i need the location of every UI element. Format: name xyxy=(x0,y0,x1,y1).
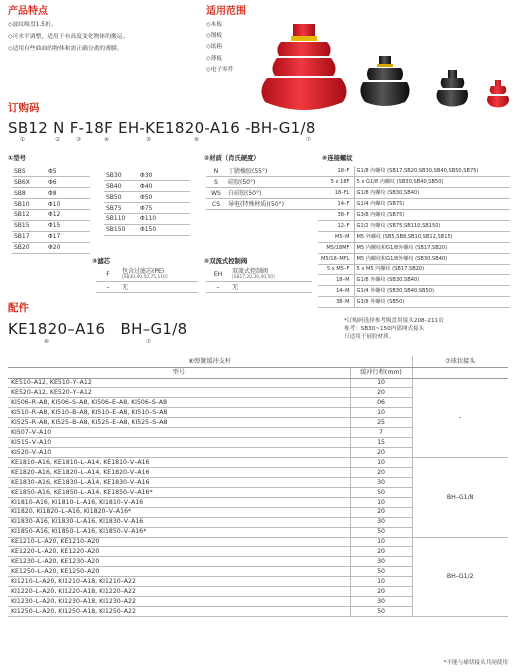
model-row: SB50 Φ50 xyxy=(104,192,190,203)
material-row: WS 白硅胶(50°) xyxy=(206,188,320,199)
valve-table xyxy=(206,268,312,293)
red-cup-small xyxy=(487,80,509,108)
thread-row: 38–M G3/8 外螺纹 (SB50) xyxy=(318,297,510,308)
material-table xyxy=(206,166,320,210)
model-table xyxy=(12,166,90,254)
ball-joint-cell: – xyxy=(412,378,508,458)
acc-head-main: ⑥弹簧缓冲支杆 xyxy=(8,356,412,367)
acc-sub-model: 型号 xyxy=(8,367,350,378)
footer-note: *不能与球状接头共同使用 xyxy=(443,660,508,666)
range-item: ◇纸箱 xyxy=(206,44,223,51)
accessory-code: KE1820–A16 BH–G1/8 xyxy=(8,320,188,338)
feature-item: ◇波纹吸盘1.5折。 xyxy=(8,22,57,28)
acc-head-side: ⑦球状接头 xyxy=(412,356,508,367)
order-code: SB12 N F-18F EH-KE1820-A16 -BH-G1/8 xyxy=(8,119,316,137)
filter-row: – 无 xyxy=(96,282,198,293)
order-marker: ③ xyxy=(76,137,81,143)
accessory-row: KI1230–L–A20, KI1230–A18, KI1230–A22 30 xyxy=(8,597,508,607)
order-marker: ⑥ xyxy=(194,137,199,143)
thread-row: 18–M G1/8 外螺纹 (SB30,SB40) xyxy=(318,275,510,286)
acc-sub-stroke: 缓冲行程(mm) xyxy=(350,367,412,378)
accessory-row: KI507–V–A10 7 xyxy=(8,428,508,438)
accessory-marker: ⑥ xyxy=(44,339,49,345)
thread-row: 38–F G3/8 内螺纹 (SB75) xyxy=(318,210,510,221)
material-row: CS 导电(特殊材质)(50°) xyxy=(206,199,320,210)
accessory-row: KE1830–A16, KE1830–L–A14, KE1830–V–A16 30 xyxy=(8,477,508,487)
black-cup-medium xyxy=(360,56,409,106)
model-row: SB40 Φ40 xyxy=(104,181,190,192)
valve-title: ⑤双流式控制阀 xyxy=(204,258,248,265)
product-image xyxy=(255,18,515,120)
accessory-row: KE1810–A16, KE1810–L–A14, KE1810–V–A16 10 BH–G1/8 xyxy=(8,458,508,468)
ball-joint-cell: BH–G1/2 xyxy=(412,537,508,617)
order-note: *订购码选择参考吸盘用接头208–211页 参考：SB30~150内部网式接头 只适用于硅胶材质。 xyxy=(344,318,444,340)
range-item: ◇木板 xyxy=(206,22,223,28)
material-row: S 硅胶(50°) xyxy=(206,177,320,188)
model-row: SB12 Φ12 xyxy=(12,210,90,221)
accessory-table xyxy=(8,356,508,617)
accessory-row: KI1210–L–A20, KI1210–A18, KI1210–A22 10 xyxy=(8,577,508,587)
accessory-row: KI1830–A16, KI1830–L–A16, KI1830–V–A16 30 xyxy=(8,517,508,527)
accessory-row: KI520–V–A10 20 xyxy=(8,448,508,458)
thread-row: 5 x M5–F 5 x M5 内螺纹 (SB17,SB20) xyxy=(318,264,510,275)
accessory-row: KI506–R–A8, KI506–S–A8, KI506–E–A8, KI506–S–A8 06 xyxy=(8,398,508,408)
thread-row: M5/18–MFL M5 内螺纹和G1/8外螺纹 (SB30,SB40) xyxy=(318,253,510,264)
accessory-marker: ⑦ xyxy=(146,339,151,345)
ball-joint-cell: BH–G1/8 xyxy=(412,458,508,538)
filter-table xyxy=(96,268,198,293)
order-marker: ⑦ xyxy=(306,137,311,143)
accessory-row: KI1820, KI1820–L–A16, KI1820–V–A16* 20 xyxy=(8,507,508,517)
order-title: 订购码 xyxy=(8,102,40,114)
thread-table xyxy=(318,166,510,308)
accessory-title: 配件 xyxy=(8,302,29,314)
model-row: SB110 Φ110 xyxy=(104,214,190,225)
accessory-row: KE1220–L–A20, KE1220–A20 20 xyxy=(8,547,508,557)
model-row: SB15 Φ15 xyxy=(12,220,90,231)
model-row: SB75 Φ75 xyxy=(104,203,190,214)
order-marker: ④ xyxy=(104,137,109,143)
thread-row: 12–F G1/2 内螺纹 (SB75,SB110,SB150) xyxy=(318,220,510,231)
range-item: ◇钢板 xyxy=(206,33,223,40)
range-item: ◇薄板 xyxy=(206,55,223,62)
model-row: SB17 Φ17 xyxy=(12,231,90,242)
model-row: SB150 Φ150 xyxy=(104,224,190,235)
order-marker: ① xyxy=(20,137,25,143)
model-row: SB8 Φ8 xyxy=(12,188,90,199)
feature-item: ◇适用有些曲面的物体和需正确分离的薄膜。 xyxy=(8,46,123,52)
thread-row: 14–F G1/4 内螺纹 (SB75) xyxy=(318,199,510,210)
red-cup-large xyxy=(261,24,346,110)
thread-row: 5 x 18F 5 x G1/8 内螺纹 (SB30,SB40,SB50) xyxy=(318,177,510,188)
accessory-head-row xyxy=(8,356,508,367)
feature-item: ◇可水平调整，适用于有高度变化物体的搬运。 xyxy=(8,34,129,40)
accessory-row: KI1810–A16, KI1810–L–A16, KI1810–V–A16 10 xyxy=(8,497,508,507)
accessory-row: KI510–R–A8, KI510–B–A8, KI510–E–A8, KI510–S–A8 10 xyxy=(8,408,508,418)
filter-row: F 包含过滤芯(PE) [SB30,40,50,75,110] xyxy=(96,268,198,282)
range-list xyxy=(206,22,234,78)
model-row: SB6X Φ6 xyxy=(12,177,90,188)
black-cup-small xyxy=(437,70,468,107)
accessory-row: KI515–V–A10 15 xyxy=(8,438,508,448)
accessory-row: KI1250–L–A20, KI1250–A18, KI1250–A22 50 xyxy=(8,607,508,617)
accessory-row: KE1230–L–A20, KE1230–A20 30 xyxy=(8,557,508,567)
range-item: ◇电子零件 xyxy=(206,66,234,73)
thread-row: 18–F G1/8 内螺纹 (SB17,SB20,SB30,SB40,SB50,SB75) xyxy=(318,166,510,177)
accessory-row: KE520–A12, KE520–Y–A12 20 xyxy=(8,388,508,398)
accessory-row: KE1850–A16, KE1850–L–A14, KE1850–V–A16* 50 xyxy=(8,487,508,497)
thread-row: 18–FL G1/8 内螺纹 (SB30,SB40) xyxy=(318,188,510,199)
accessory-row: KI1850–A16, KI1850–L–A16, KI1850–V–A16* 50 xyxy=(8,527,508,537)
model-row: SB5 Φ5 xyxy=(12,166,90,177)
valve-row: EH 双流式控制阀 [SB17,20,30,40,50] xyxy=(206,268,312,282)
accessory-row: KI1220–L–A20, KI1220–A18, KI1220–A22 20 xyxy=(8,587,508,597)
accessory-row: KI525–R–A8, KI525–B–A8, KI525–E–A8, KI525–S–A8 25 xyxy=(8,418,508,428)
thread-row: M5–M M5 外螺纹 (SB5,SB8,SB10,SB12,SB15) xyxy=(318,231,510,242)
order-marker: ② xyxy=(55,137,60,143)
model-table-2 xyxy=(104,170,190,236)
thread-row: M5/18MF M5 内螺纹和G1/8外螺纹 (SB17,SB20) xyxy=(318,242,510,253)
valve-row: – 无 xyxy=(206,282,312,293)
accessory-row: KE1250–L–A20, KE1250–A20 50 xyxy=(8,567,508,577)
model-row: SB20 Φ20 xyxy=(12,242,90,253)
filter-title: ③滤芯 xyxy=(92,258,110,265)
features-title: 产品特点 xyxy=(8,6,48,17)
material-row: N 丁腈橡胶(55°) xyxy=(206,166,320,177)
range-title: 适用范围 xyxy=(206,6,246,17)
material-title: ②材质（肖氏硬度） xyxy=(204,155,260,162)
order-marker: ⑤ xyxy=(146,137,151,143)
model-row: SB30 Φ30 xyxy=(104,170,190,181)
model-title: ①型号 xyxy=(8,155,26,162)
accessory-subhead-row xyxy=(8,367,508,378)
accessory-row: KE1820–A16, KE1820–L–A14, KE1820–V–A16 20 xyxy=(8,467,508,477)
model-row: SB10 Φ10 xyxy=(12,199,90,210)
features-list xyxy=(8,22,128,58)
thread-title: ④连接螺纹 xyxy=(322,155,353,162)
thread-row: 14–M G1/4 外螺纹 (SB30,SB40,SB50) xyxy=(318,286,510,297)
accessory-row: KE1210–L–A20, KE1210–A20 10 BH–G1/2 xyxy=(8,537,508,547)
accessory-row: KE510–A12, KE510–Y–A12 10 – xyxy=(8,378,508,388)
